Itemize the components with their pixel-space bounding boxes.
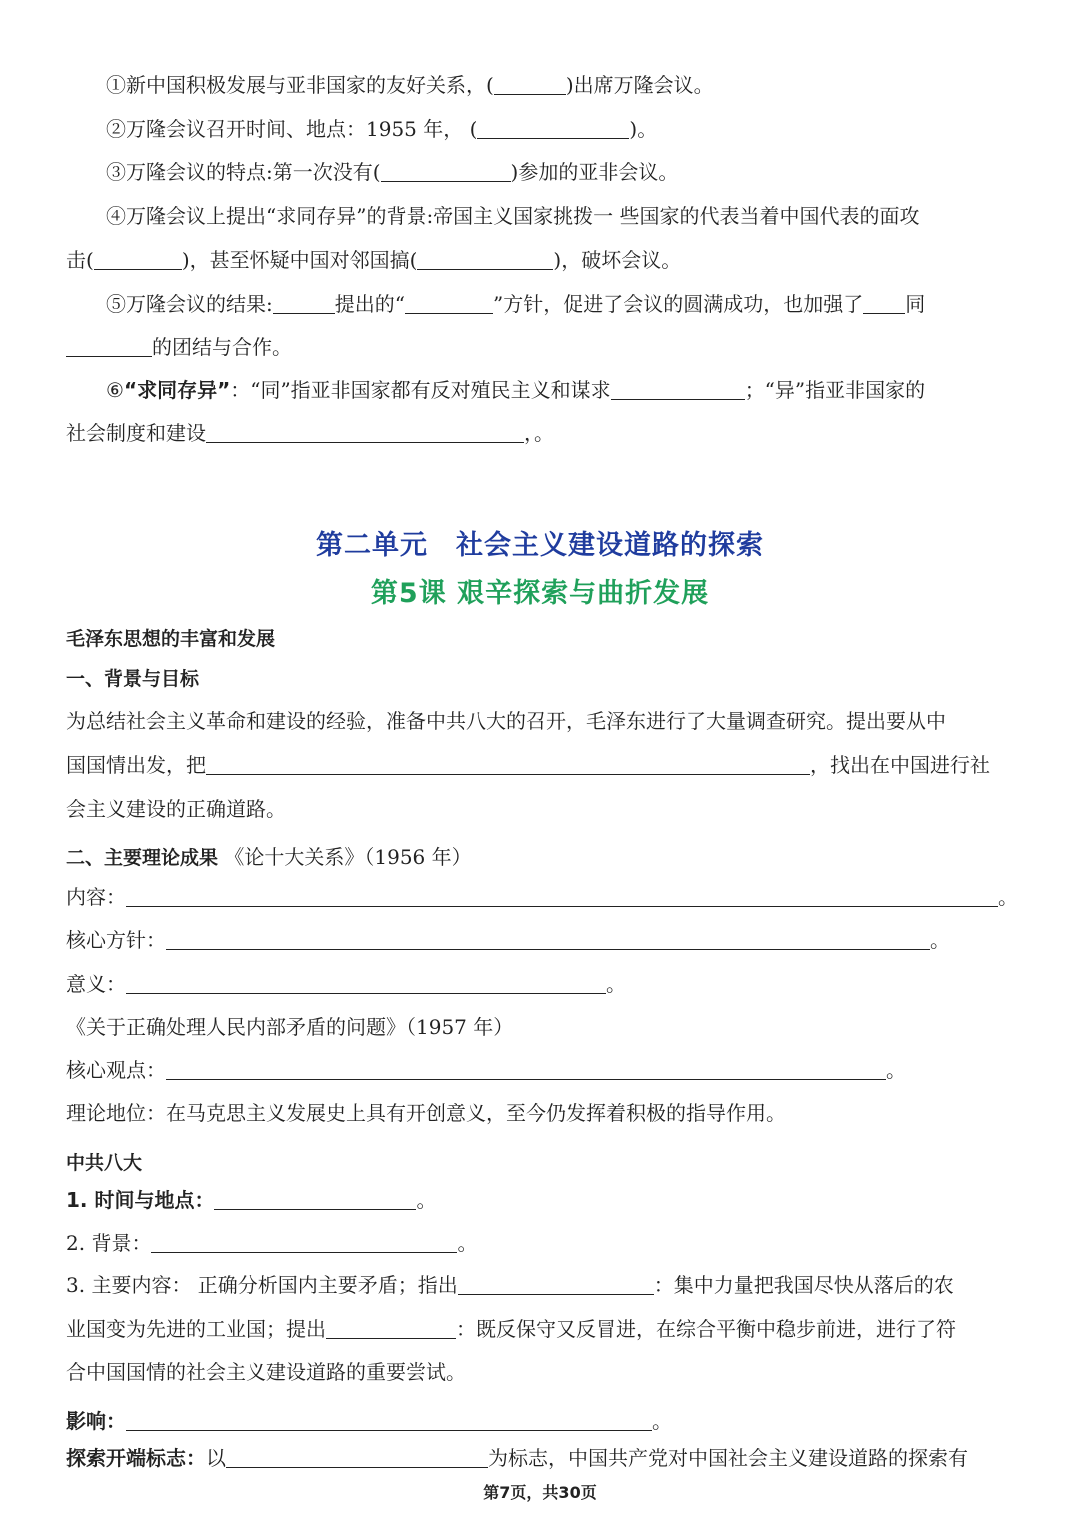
section-title-background: 一、背景与目标: [66, 668, 200, 690]
blank[interactable]: [166, 929, 930, 950]
blank[interactable]: [206, 422, 524, 443]
work2-title: 《关于正确处理人民内部矛盾的问题》（1957 年）: [66, 1015, 514, 1039]
section-title-theory: 二、主要理论成果 《论十大关系》（1956 年）: [66, 845, 472, 869]
lesson-title: 第5课 艰辛探索与曲折发展: [370, 578, 710, 609]
section-heading-mao: 毛泽东思想的丰富和发展: [66, 628, 276, 650]
congress-item2: 2. 背景： 。: [66, 1231, 478, 1255]
blank[interactable]: [417, 249, 553, 270]
blank[interactable]: [477, 118, 629, 139]
blank[interactable]: [214, 1189, 416, 1210]
bandung-q5-line1: ⑤万隆会议的结果: 提出的“ ”方针，促进了会议的圆满成功，也加强了 同: [106, 292, 926, 316]
congress-item1: 1. 时间与地点： 。: [66, 1188, 437, 1212]
blank[interactable]: [226, 1447, 488, 1468]
background-line1: 为总结社会主义革命和建设的经验，准备中共八大的召开，毛泽东进行了大量调查研究。提出要从中: [66, 709, 946, 733]
blank[interactable]: [611, 379, 745, 400]
bandung-q6-line2: 社会制度和建设 ，。: [66, 421, 554, 445]
section-heading-congress: 中共八大: [66, 1152, 143, 1174]
blank[interactable]: [326, 1318, 456, 1339]
bandung-q4-line1: ④万隆会议上提出“求同存异”的背景:帝国主义国家挑拨一 些国家的代表当着中国代表的面攻: [106, 204, 920, 228]
blank[interactable]: [206, 754, 810, 775]
blank[interactable]: [66, 336, 152, 357]
meaning-line: 意义： 。: [66, 972, 626, 996]
blank[interactable]: [126, 886, 998, 907]
core-policy-line: 核心方针： 。: [66, 928, 950, 952]
bandung-q6-line1: ⑥“求同存异”：“同”指亚非国家都有反对殖民主义和谋求 ；“异”指亚非国家的: [106, 378, 926, 402]
blank[interactable]: [494, 74, 566, 95]
core-view-line: 核心观点： 。: [66, 1058, 906, 1082]
bandung-q4-line2: 击( )，甚至怀疑中国对邻国搞( )，破坏会议。: [66, 248, 682, 272]
blank[interactable]: [126, 1410, 652, 1431]
bandung-q1: ①新中国积极发展与亚非国家的友好关系，( )出席万隆会议。: [106, 73, 714, 97]
congress-item3-line3: 合中国国情的社会主义建设道路的重要尝试。: [66, 1360, 466, 1384]
theory-status: 理论地位：在马克思主义发展史上具有开创意义，至今仍发挥着积极的指导作用。: [66, 1101, 786, 1125]
background-line3: 会主义建设的正确道路。: [66, 797, 286, 821]
blank[interactable]: [381, 161, 511, 182]
blank[interactable]: [405, 293, 493, 314]
start-marker-line: 探索开端标志：以 为标志，中国共产党对中国社会主义建设道路的探索有: [66, 1446, 968, 1470]
background-line2: 国国情出发，把 ，找出在中国进行社: [66, 753, 990, 777]
bandung-q5-line2: 的团结与合作。: [66, 333, 292, 361]
congress-item3-line2: 业国变为先进的工业国；提出 ：既反保守又反冒进，在综合平衡中稳步前进，进行了符: [66, 1317, 956, 1341]
unit-title: 第二单元 社会主义建设道路的探索: [316, 530, 764, 561]
blank[interactable]: [166, 1059, 886, 1080]
blank[interactable]: [126, 973, 606, 994]
blank[interactable]: [151, 1232, 457, 1253]
blank[interactable]: [458, 1274, 654, 1295]
blank[interactable]: [863, 293, 905, 314]
page-footer: 第7页，共30页: [483, 1483, 597, 1502]
congress-item3-line1: 3. 主要内容： 正确分析国内主要矛盾；指出 ：集中力量把我国尽快从落后的农: [66, 1273, 954, 1297]
bandung-q2: ②万隆会议召开时间、地点：1955 年， ( )。: [106, 117, 658, 141]
content-line: 内容： 。: [66, 885, 1018, 909]
blank[interactable]: [94, 249, 182, 270]
blank[interactable]: [273, 293, 335, 314]
impact-line: 影响： 。: [66, 1409, 672, 1433]
bandung-q3: ③万隆会议的特点:第一次没有( )参加的亚非会议。: [106, 160, 679, 184]
